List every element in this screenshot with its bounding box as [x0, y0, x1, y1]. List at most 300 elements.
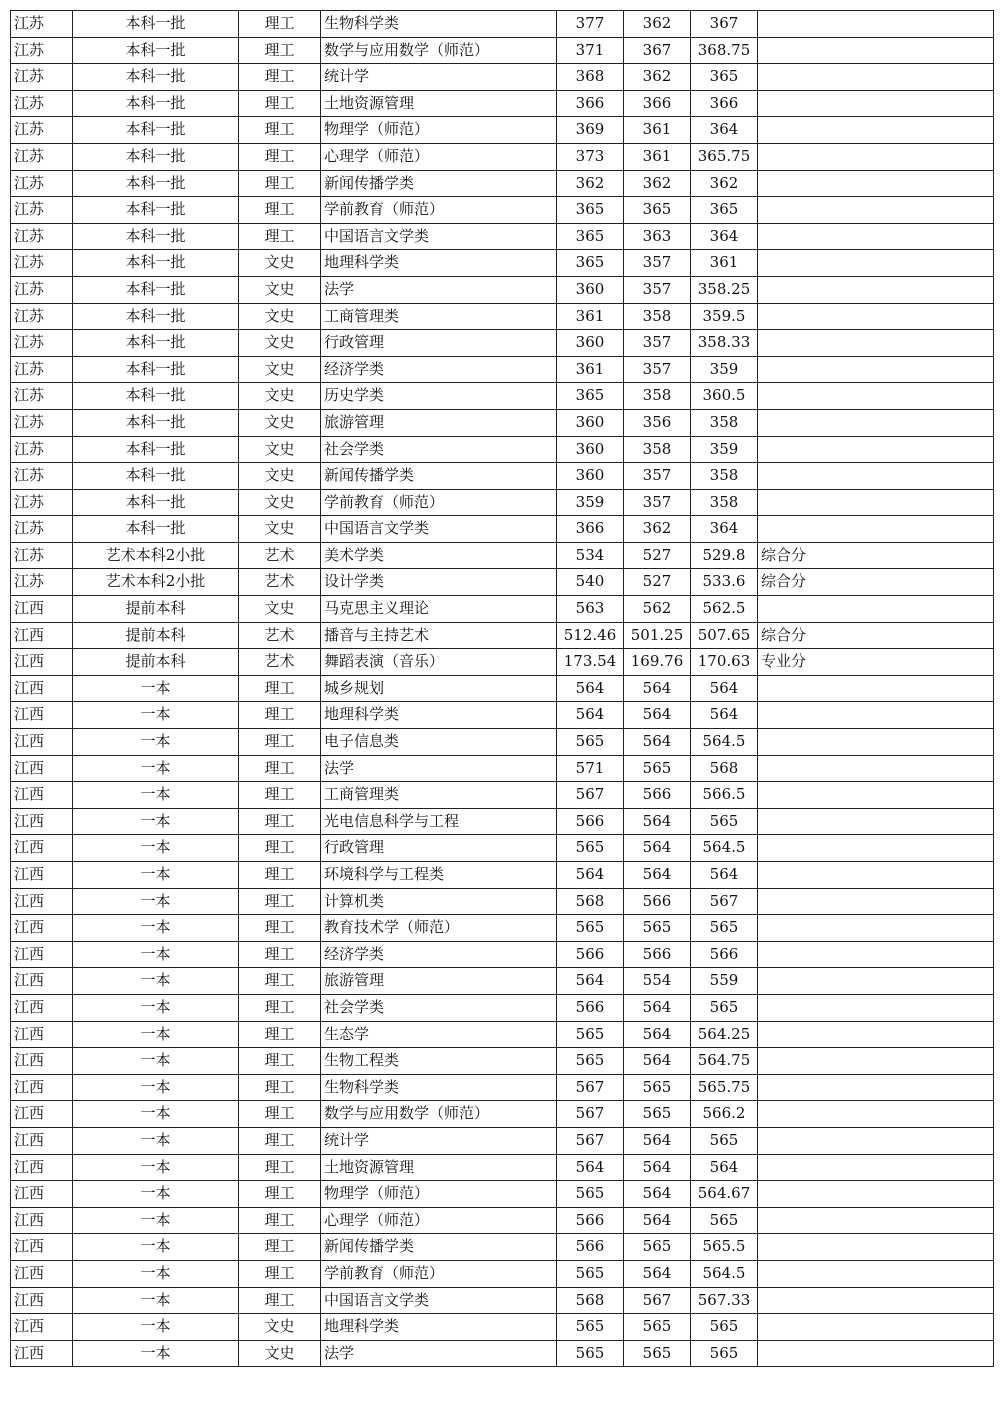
min-score-cell: 564 [624, 1154, 691, 1181]
batch-cell: 一本 [73, 1154, 239, 1181]
province-cell: 江苏 [11, 356, 73, 383]
province-cell: 江苏 [11, 117, 73, 144]
batch-cell: 一本 [73, 968, 239, 995]
avg-score-cell: 559 [691, 968, 758, 995]
avg-score-cell: 358 [691, 409, 758, 436]
table-row [11, 888, 994, 915]
province-cell: 江西 [11, 808, 73, 835]
max-score-cell: 361 [557, 356, 624, 383]
avg-score-cell: 565 [691, 994, 758, 1021]
min-score-cell: 565 [624, 915, 691, 942]
note-cell [758, 1074, 994, 1101]
batch-cell: 一本 [73, 755, 239, 782]
province-cell: 江西 [11, 835, 73, 862]
batch-cell: 一本 [73, 1127, 239, 1154]
category-cell: 理工 [239, 729, 321, 756]
batch-cell: 本科一批 [73, 197, 239, 224]
max-score-cell: 568 [557, 888, 624, 915]
province-cell: 江苏 [11, 542, 73, 569]
category-cell: 理工 [239, 11, 321, 38]
min-score-cell: 362 [624, 170, 691, 197]
major-cell: 旅游管理 [321, 968, 557, 995]
table-row [11, 1154, 994, 1181]
category-cell: 文史 [239, 250, 321, 277]
table-row [11, 90, 994, 117]
batch-cell: 一本 [73, 862, 239, 889]
avg-score-cell: 170.63 [691, 649, 758, 676]
note-cell [758, 1260, 994, 1287]
min-score-cell: 361 [624, 143, 691, 170]
max-score-cell: 369 [557, 117, 624, 144]
province-cell: 江苏 [11, 11, 73, 38]
category-cell: 艺术 [239, 622, 321, 649]
max-score-cell: 565 [557, 835, 624, 862]
major-cell: 美术学类 [321, 542, 557, 569]
max-score-cell: 359 [557, 489, 624, 516]
table-row [11, 276, 994, 303]
category-cell: 理工 [239, 223, 321, 250]
major-cell: 电子信息类 [321, 729, 557, 756]
category-cell: 理工 [239, 1127, 321, 1154]
note-cell [758, 862, 994, 889]
table-row [11, 968, 994, 995]
province-cell: 江西 [11, 675, 73, 702]
min-score-cell: 365 [624, 197, 691, 224]
table-row [11, 649, 994, 676]
min-score-cell: 564 [624, 1048, 691, 1075]
max-score-cell: 377 [557, 11, 624, 38]
batch-cell: 一本 [73, 915, 239, 942]
note-cell [758, 1021, 994, 1048]
major-cell: 统计学 [321, 1127, 557, 1154]
major-cell: 统计学 [321, 64, 557, 91]
major-cell: 学前教育（师范） [321, 489, 557, 516]
table-row [11, 1021, 994, 1048]
note-cell: 综合分 [758, 569, 994, 596]
category-cell: 理工 [239, 1181, 321, 1208]
avg-score-cell: 564 [691, 702, 758, 729]
major-cell: 土地资源管理 [321, 1154, 557, 1181]
table-row [11, 1340, 994, 1367]
max-score-cell: 565 [557, 1314, 624, 1341]
min-score-cell: 564 [624, 1021, 691, 1048]
note-cell [758, 250, 994, 277]
min-score-cell: 564 [624, 1181, 691, 1208]
table-row [11, 1314, 994, 1341]
min-score-cell: 564 [624, 1207, 691, 1234]
table-row [11, 702, 994, 729]
major-cell: 工商管理类 [321, 303, 557, 330]
min-score-cell: 564 [624, 835, 691, 862]
max-score-cell: 365 [557, 250, 624, 277]
province-cell: 江苏 [11, 276, 73, 303]
max-score-cell: 360 [557, 463, 624, 490]
batch-cell: 本科一批 [73, 276, 239, 303]
avg-score-cell: 362 [691, 170, 758, 197]
note-cell [758, 1127, 994, 1154]
avg-score-cell: 507.65 [691, 622, 758, 649]
province-cell: 江苏 [11, 330, 73, 357]
batch-cell: 本科一批 [73, 409, 239, 436]
major-cell: 社会学类 [321, 436, 557, 463]
batch-cell: 一本 [73, 941, 239, 968]
note-cell [758, 143, 994, 170]
table-row [11, 516, 994, 543]
avg-score-cell: 361 [691, 250, 758, 277]
batch-cell: 一本 [73, 994, 239, 1021]
note-cell [758, 1048, 994, 1075]
avg-score-cell: 358.33 [691, 330, 758, 357]
table-row [11, 409, 994, 436]
category-cell: 理工 [239, 915, 321, 942]
batch-cell: 一本 [73, 702, 239, 729]
max-score-cell: 567 [557, 1127, 624, 1154]
category-cell: 理工 [239, 143, 321, 170]
avg-score-cell: 565 [691, 915, 758, 942]
category-cell: 理工 [239, 835, 321, 862]
note-cell [758, 782, 994, 809]
min-score-cell: 362 [624, 64, 691, 91]
category-cell: 理工 [239, 1260, 321, 1287]
province-cell: 江西 [11, 622, 73, 649]
avg-score-cell: 565.5 [691, 1234, 758, 1261]
province-cell: 江苏 [11, 197, 73, 224]
table-row [11, 1048, 994, 1075]
note-cell [758, 702, 994, 729]
major-cell: 中国语言文学类 [321, 516, 557, 543]
min-score-cell: 358 [624, 383, 691, 410]
min-score-cell: 358 [624, 303, 691, 330]
table-row [11, 303, 994, 330]
min-score-cell: 357 [624, 330, 691, 357]
avg-score-cell: 567.33 [691, 1287, 758, 1314]
table-row [11, 782, 994, 809]
province-cell: 江苏 [11, 516, 73, 543]
max-score-cell: 362 [557, 170, 624, 197]
min-score-cell: 564 [624, 994, 691, 1021]
avg-score-cell: 364 [691, 223, 758, 250]
avg-score-cell: 529.8 [691, 542, 758, 569]
major-cell: 生物科学类 [321, 11, 557, 38]
province-cell: 江西 [11, 888, 73, 915]
table-row [11, 569, 994, 596]
max-score-cell: 565 [557, 1021, 624, 1048]
max-score-cell: 360 [557, 436, 624, 463]
note-cell [758, 1234, 994, 1261]
category-cell: 理工 [239, 1074, 321, 1101]
max-score-cell: 360 [557, 330, 624, 357]
major-cell: 法学 [321, 1340, 557, 1367]
table-row [11, 143, 994, 170]
batch-cell: 一本 [73, 729, 239, 756]
min-score-cell: 566 [624, 888, 691, 915]
province-cell: 江苏 [11, 409, 73, 436]
avg-score-cell: 566 [691, 941, 758, 968]
max-score-cell: 173.54 [557, 649, 624, 676]
avg-score-cell: 365.75 [691, 143, 758, 170]
note-cell [758, 729, 994, 756]
table-row [11, 729, 994, 756]
major-cell: 教育技术学（师范） [321, 915, 557, 942]
min-score-cell: 567 [624, 1287, 691, 1314]
min-score-cell: 565 [624, 1234, 691, 1261]
note-cell [758, 64, 994, 91]
province-cell: 江西 [11, 1021, 73, 1048]
category-cell: 文史 [239, 463, 321, 490]
batch-cell: 艺术本科2小批 [73, 542, 239, 569]
batch-cell: 本科一批 [73, 11, 239, 38]
max-score-cell: 564 [557, 862, 624, 889]
batch-cell: 本科一批 [73, 64, 239, 91]
avg-score-cell: 566.5 [691, 782, 758, 809]
batch-cell: 一本 [73, 1021, 239, 1048]
major-cell: 行政管理 [321, 835, 557, 862]
note-cell [758, 596, 994, 623]
min-score-cell: 358 [624, 436, 691, 463]
province-cell: 江苏 [11, 569, 73, 596]
max-score-cell: 567 [557, 1101, 624, 1128]
province-cell: 江苏 [11, 170, 73, 197]
min-score-cell: 565 [624, 755, 691, 782]
province-cell: 江西 [11, 941, 73, 968]
note-cell [758, 1314, 994, 1341]
major-cell: 经济学类 [321, 356, 557, 383]
province-cell: 江西 [11, 1207, 73, 1234]
batch-cell: 一本 [73, 1287, 239, 1314]
note-cell [758, 994, 994, 1021]
major-cell: 播音与主持艺术 [321, 622, 557, 649]
batch-cell: 本科一批 [73, 117, 239, 144]
avg-score-cell: 565 [691, 1127, 758, 1154]
category-cell: 艺术 [239, 649, 321, 676]
table-row [11, 197, 994, 224]
province-cell: 江西 [11, 1287, 73, 1314]
batch-cell: 本科一批 [73, 489, 239, 516]
note-cell [758, 90, 994, 117]
major-cell: 中国语言文学类 [321, 223, 557, 250]
max-score-cell: 564 [557, 1154, 624, 1181]
province-cell: 江苏 [11, 143, 73, 170]
min-score-cell: 564 [624, 675, 691, 702]
table-body [11, 11, 994, 1367]
min-score-cell: 566 [624, 941, 691, 968]
note-cell [758, 303, 994, 330]
category-cell: 艺术 [239, 542, 321, 569]
max-score-cell: 373 [557, 143, 624, 170]
max-score-cell: 567 [557, 1074, 624, 1101]
avg-score-cell: 365 [691, 64, 758, 91]
category-cell: 理工 [239, 675, 321, 702]
major-cell: 中国语言文学类 [321, 1287, 557, 1314]
category-cell: 理工 [239, 941, 321, 968]
min-score-cell: 527 [624, 569, 691, 596]
batch-cell: 一本 [73, 675, 239, 702]
min-score-cell: 357 [624, 463, 691, 490]
batch-cell: 本科一批 [73, 250, 239, 277]
category-cell: 文史 [239, 596, 321, 623]
major-cell: 光电信息科学与工程 [321, 808, 557, 835]
table-row [11, 675, 994, 702]
province-cell: 江西 [11, 1340, 73, 1367]
batch-cell: 一本 [73, 1048, 239, 1075]
min-score-cell: 362 [624, 516, 691, 543]
category-cell: 文史 [239, 516, 321, 543]
category-cell: 文史 [239, 1314, 321, 1341]
avg-score-cell: 359.5 [691, 303, 758, 330]
table-row [11, 1287, 994, 1314]
note-cell [758, 516, 994, 543]
batch-cell: 本科一批 [73, 170, 239, 197]
max-score-cell: 568 [557, 1287, 624, 1314]
major-cell: 地理科学类 [321, 1314, 557, 1341]
note-cell [758, 117, 994, 144]
min-score-cell: 357 [624, 489, 691, 516]
batch-cell: 一本 [73, 1207, 239, 1234]
avg-score-cell: 533.6 [691, 569, 758, 596]
province-cell: 江西 [11, 649, 73, 676]
note-cell [758, 675, 994, 702]
category-cell: 文史 [239, 383, 321, 410]
note-cell [758, 968, 994, 995]
province-cell: 江苏 [11, 436, 73, 463]
major-cell: 环境科学与工程类 [321, 862, 557, 889]
province-cell: 江西 [11, 1260, 73, 1287]
province-cell: 江苏 [11, 64, 73, 91]
major-cell: 生物科学类 [321, 1074, 557, 1101]
min-score-cell: 363 [624, 223, 691, 250]
min-score-cell: 527 [624, 542, 691, 569]
note-cell [758, 941, 994, 968]
min-score-cell: 565 [624, 1314, 691, 1341]
batch-cell: 本科一批 [73, 516, 239, 543]
note-cell [758, 409, 994, 436]
major-cell: 地理科学类 [321, 250, 557, 277]
avg-score-cell: 564.5 [691, 835, 758, 862]
max-score-cell: 565 [557, 1340, 624, 1367]
min-score-cell: 362 [624, 11, 691, 38]
max-score-cell: 564 [557, 968, 624, 995]
batch-cell: 本科一批 [73, 463, 239, 490]
table-row [11, 64, 994, 91]
avg-score-cell: 367 [691, 11, 758, 38]
batch-cell: 本科一批 [73, 37, 239, 64]
avg-score-cell: 368.75 [691, 37, 758, 64]
note-cell [758, 915, 994, 942]
batch-cell: 一本 [73, 1260, 239, 1287]
table-row [11, 542, 994, 569]
province-cell: 江西 [11, 1234, 73, 1261]
major-cell: 生态学 [321, 1021, 557, 1048]
avg-score-cell: 360.5 [691, 383, 758, 410]
min-score-cell: 501.25 [624, 622, 691, 649]
category-cell: 艺术 [239, 569, 321, 596]
min-score-cell: 562 [624, 596, 691, 623]
province-cell: 江西 [11, 1154, 73, 1181]
avg-score-cell: 364 [691, 117, 758, 144]
category-cell: 理工 [239, 90, 321, 117]
province-cell: 江苏 [11, 90, 73, 117]
major-cell: 法学 [321, 755, 557, 782]
category-cell: 文史 [239, 330, 321, 357]
batch-cell: 本科一批 [73, 303, 239, 330]
note-cell [758, 383, 994, 410]
batch-cell: 一本 [73, 808, 239, 835]
major-cell: 旅游管理 [321, 409, 557, 436]
note-cell: 综合分 [758, 622, 994, 649]
province-cell: 江西 [11, 702, 73, 729]
table-row [11, 1234, 994, 1261]
avg-score-cell: 366 [691, 90, 758, 117]
table-row [11, 436, 994, 463]
note-cell [758, 37, 994, 64]
category-cell: 理工 [239, 1207, 321, 1234]
avg-score-cell: 365 [691, 197, 758, 224]
province-cell: 江苏 [11, 489, 73, 516]
table-row [11, 1127, 994, 1154]
batch-cell: 一本 [73, 888, 239, 915]
avg-score-cell: 364 [691, 516, 758, 543]
major-cell: 法学 [321, 276, 557, 303]
category-cell: 理工 [239, 1234, 321, 1261]
max-score-cell: 368 [557, 64, 624, 91]
major-cell: 地理科学类 [321, 702, 557, 729]
avg-score-cell: 564.75 [691, 1048, 758, 1075]
batch-cell: 一本 [73, 1181, 239, 1208]
min-score-cell: 564 [624, 702, 691, 729]
note-cell [758, 330, 994, 357]
note-cell [758, 835, 994, 862]
avg-score-cell: 564.25 [691, 1021, 758, 1048]
table-row [11, 250, 994, 277]
max-score-cell: 565 [557, 1181, 624, 1208]
province-cell: 江西 [11, 1181, 73, 1208]
table-row [11, 356, 994, 383]
min-score-cell: 357 [624, 276, 691, 303]
table-row [11, 808, 994, 835]
batch-cell: 本科一批 [73, 90, 239, 117]
major-cell: 学前教育（师范） [321, 197, 557, 224]
major-cell: 心理学（师范） [321, 143, 557, 170]
province-cell: 江西 [11, 729, 73, 756]
category-cell: 理工 [239, 755, 321, 782]
province-cell: 江苏 [11, 250, 73, 277]
category-cell: 理工 [239, 170, 321, 197]
note-cell [758, 463, 994, 490]
min-score-cell: 357 [624, 356, 691, 383]
category-cell: 理工 [239, 888, 321, 915]
avg-score-cell: 564.67 [691, 1181, 758, 1208]
avg-score-cell: 564 [691, 1154, 758, 1181]
min-score-cell: 356 [624, 409, 691, 436]
province-cell: 江西 [11, 1074, 73, 1101]
province-cell: 江苏 [11, 37, 73, 64]
max-score-cell: 540 [557, 569, 624, 596]
province-cell: 江西 [11, 1127, 73, 1154]
max-score-cell: 565 [557, 729, 624, 756]
major-cell: 数学与应用数学（师范） [321, 1101, 557, 1128]
category-cell: 文史 [239, 276, 321, 303]
table-row [11, 11, 994, 38]
batch-cell: 提前本科 [73, 622, 239, 649]
category-cell: 理工 [239, 1287, 321, 1314]
avg-score-cell: 566.2 [691, 1101, 758, 1128]
avg-score-cell: 564 [691, 862, 758, 889]
batch-cell: 一本 [73, 1101, 239, 1128]
batch-cell: 本科一批 [73, 223, 239, 250]
max-score-cell: 371 [557, 37, 624, 64]
min-score-cell: 565 [624, 1074, 691, 1101]
category-cell: 理工 [239, 702, 321, 729]
